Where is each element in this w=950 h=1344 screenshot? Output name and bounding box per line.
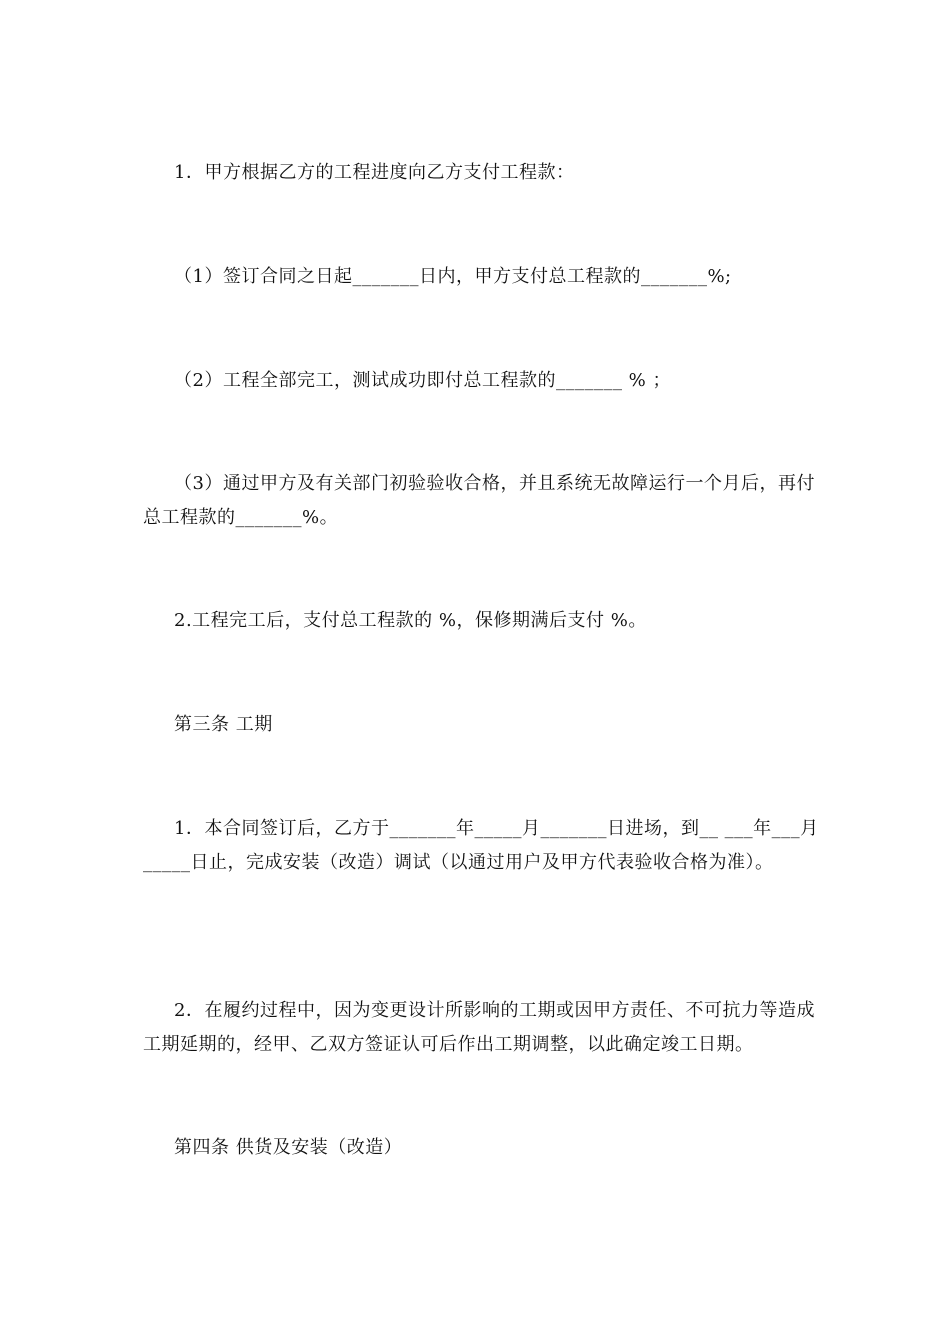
payment-clause-intro: 1．甲方根据乙方的工程进度向乙方支付工程款： [174, 162, 575, 183]
article-4-heading: 第四条 供货及安装（改造） [174, 1137, 403, 1158]
schedule-clause-2: 2．在履约过程中，因为变更设计所影响的工期或因甲方责任、不可抗力等造成工期延期的，经甲、乙双方签证认可后作出工期调整，以此确定竣工日期。 [143, 1000, 815, 1055]
payment-item-1: （1）签订合同之日起_______日内，甲方支付总工程款的_______%; [174, 266, 732, 287]
schedule-clause-1: 1．本合同签订后，乙方于_______年_____月_______日进场，到__ ___年___月_____日止，完成安装（改造）调试（以通过用户及甲方代表验收合格为准）。 [143, 818, 819, 873]
payment-clause-2: 2.工程完工后，支付总工程款的 %，保修期满后支付 %。 [174, 610, 647, 631]
payment-item-2: （2）工程全部完工，测试成功即付总工程款的_______ % ； [174, 370, 671, 391]
article-3-heading: 第三条 工期 [174, 714, 273, 735]
payment-item-3: （3）通过甲方及有关部门初验验收合格，并且系统无故障运行一个月后，再付总工程款的_______%。 [143, 473, 815, 528]
